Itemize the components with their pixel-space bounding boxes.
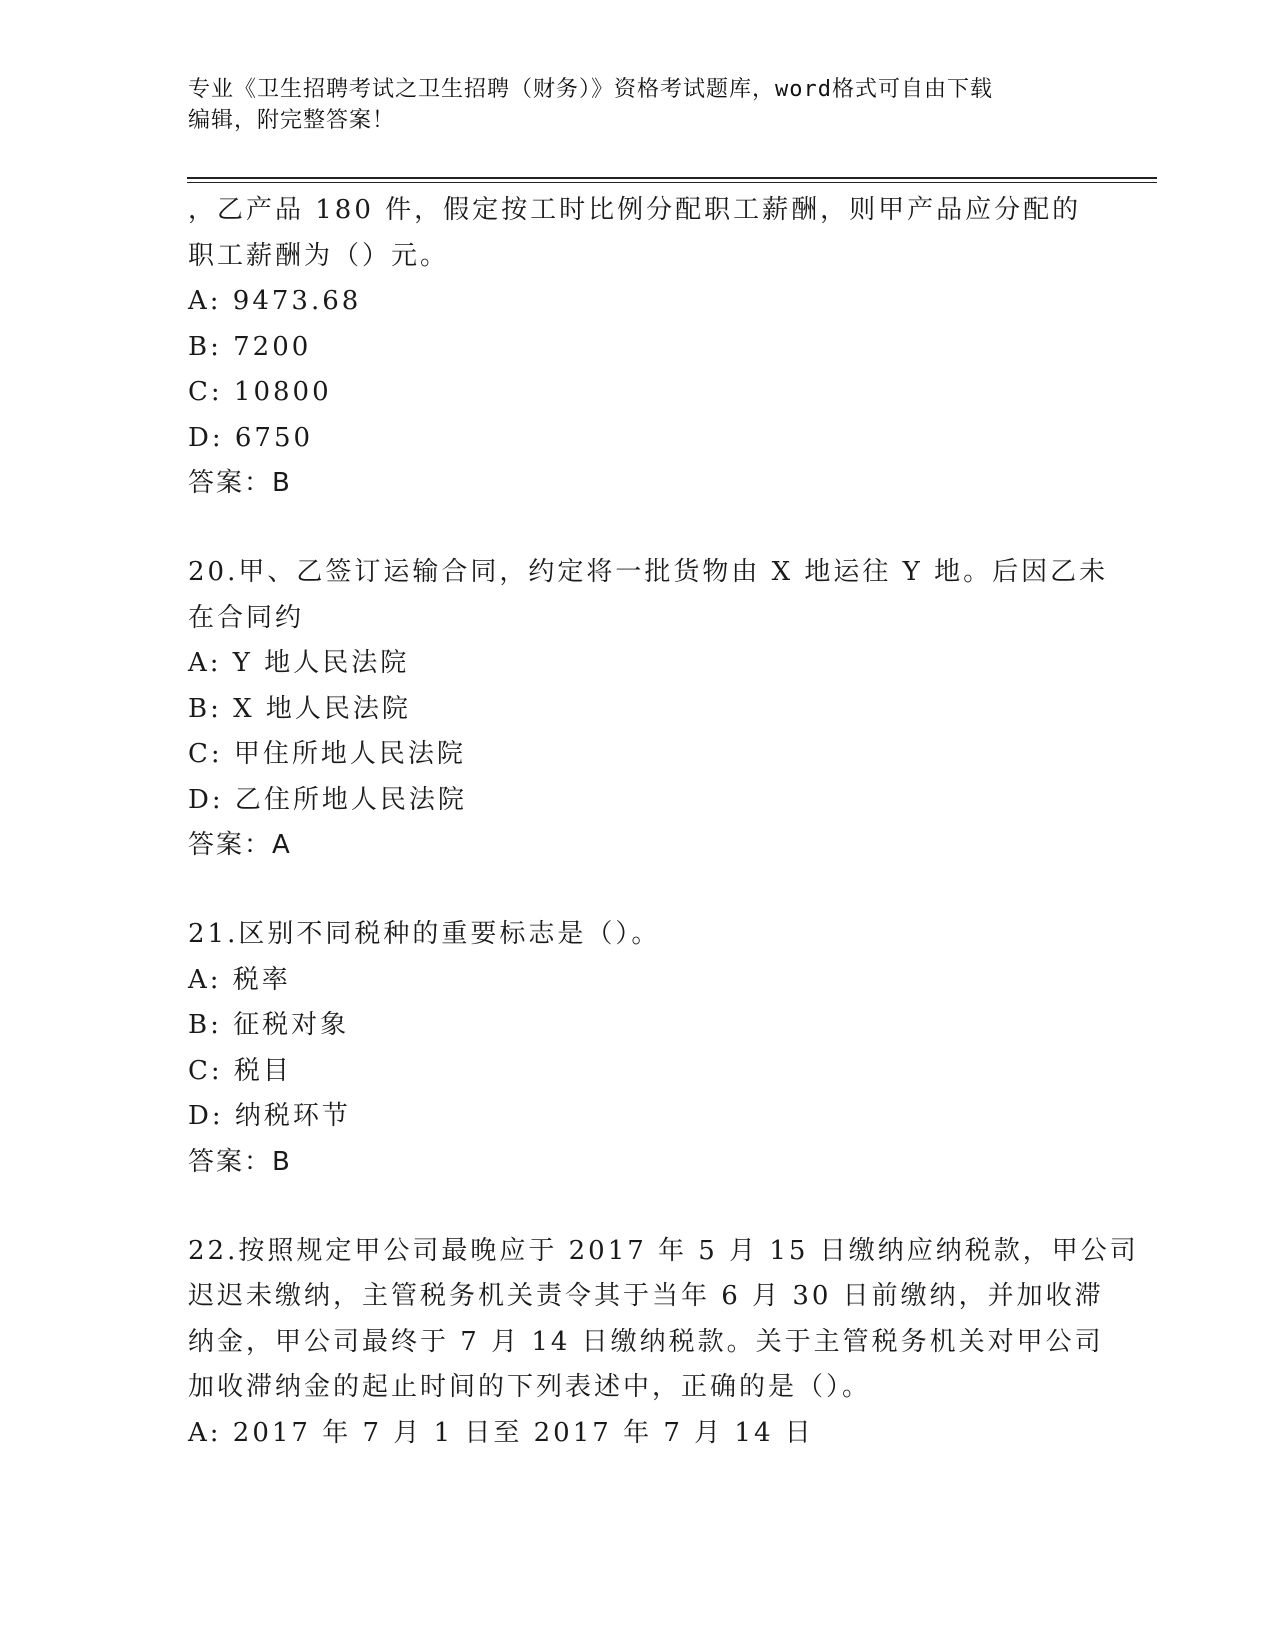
answer-label: 答案：A xyxy=(188,830,292,860)
option-d: D: 纳税环节 xyxy=(188,1101,351,1131)
option-d: D: 乙住所地人民法院 xyxy=(188,784,467,815)
question-22 xyxy=(188,1229,1139,1457)
question-text-line: 21.区别不同税种的重要标志是（）。 xyxy=(188,919,661,949)
option-a: A: 税率 xyxy=(188,964,291,995)
header-title-line-2: 编辑，附完整答案！ xyxy=(188,108,396,133)
header-divider-thin xyxy=(187,182,1157,183)
question-21 xyxy=(188,912,1088,1185)
option-b: B: 征税对象 xyxy=(188,1010,350,1040)
header-divider-thick xyxy=(187,177,1157,179)
question-text-line: 职工薪酬为（）元。 xyxy=(188,240,450,271)
question-text-line: ，乙产品 180 件，假定按工时比例分配职工薪酬，则甲产品应分配的 xyxy=(188,195,1082,225)
question-20 xyxy=(188,550,1109,868)
option-b: B: X 地人民法院 xyxy=(188,693,411,724)
option-a: A: 2017 年 7 月 1 日至 2017 年 7 月 14 日 xyxy=(188,1417,814,1448)
question-text-line: 20.甲、乙签订运输合同，约定将一批货物由 X 地运往 Y 地。后因乙未 xyxy=(188,557,1109,587)
option-c: C: 10800 xyxy=(188,377,332,407)
option-a: A: Y 地人民法院 xyxy=(188,648,410,678)
option-d: D: 6750 xyxy=(188,422,314,453)
question-text-line: 在合同约 xyxy=(188,602,305,633)
spacer xyxy=(188,868,1088,912)
option-b: B: 7200 xyxy=(188,331,312,362)
document-header xyxy=(188,74,1068,136)
question-19 xyxy=(188,188,1088,506)
option-c: C: 甲住所地人民法院 xyxy=(188,739,466,769)
spacer xyxy=(188,506,1088,550)
question-text-line: 纳金，甲公司最终于 7 月 14 日缴纳税款。关于主管税务机关对甲公司 xyxy=(188,1326,1104,1357)
header-title-line-1: 专业《卫生招聘考试之卫生招聘（财务）》资格考试题库，word格式可自由下载 xyxy=(188,77,993,102)
option-c: C: 税目 xyxy=(188,1055,292,1086)
question-text-line: 迟迟未缴纳，主管税务机关责令其于当年 6 月 30 日前缴纳，并加收滞 xyxy=(188,1281,1104,1311)
question-list xyxy=(188,188,1139,1456)
answer-label: 答案：B xyxy=(188,468,292,498)
spacer xyxy=(188,1185,1088,1229)
question-text-line: 22.按照规定甲公司最晚应于 2017 年 5 月 15 日缴纳应纳税款，甲公司 xyxy=(188,1235,1139,1266)
question-text-line: 加收滞纳金的起止时间的下列表述中，正确的是（）。 xyxy=(188,1372,872,1402)
answer-label: 答案：B xyxy=(188,1146,292,1177)
option-a: A: 9473.68 xyxy=(188,286,362,316)
